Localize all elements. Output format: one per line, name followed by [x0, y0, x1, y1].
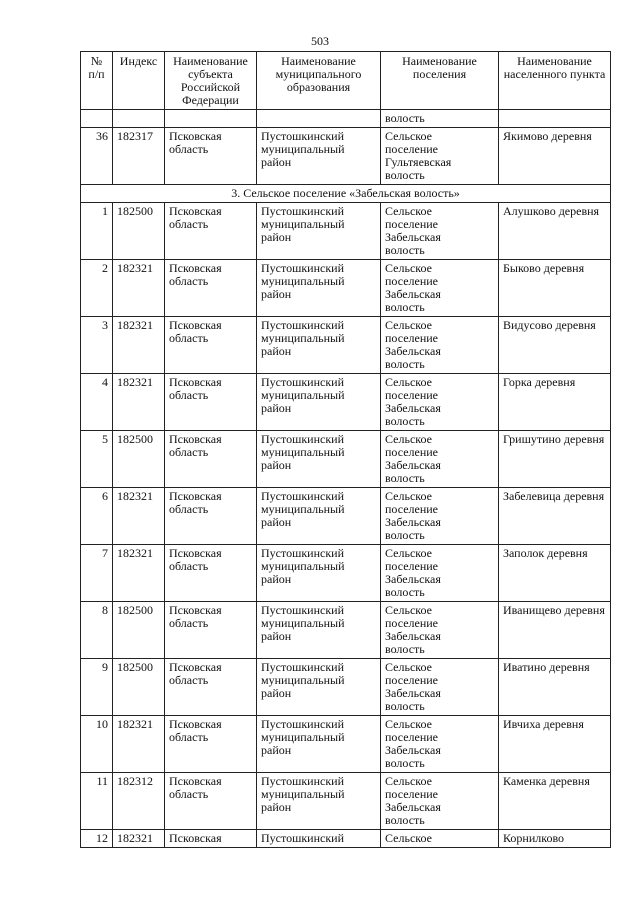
cell-index: 182500	[113, 203, 165, 260]
settlement-line: Забельская	[385, 344, 441, 358]
settlement-line: поселение	[385, 142, 439, 156]
cell-municipal: Пустошкинский муниципальный район	[257, 545, 381, 602]
header-municipal: Наименование муниципального образования	[257, 52, 381, 110]
cell-settlement	[381, 545, 499, 602]
settlement-line: Сельское	[385, 318, 432, 332]
settlement-line: Забельская	[385, 743, 441, 757]
continuation-row	[81, 110, 611, 128]
cell-subject: Псковская область	[165, 431, 257, 488]
settlement-line: поселение	[385, 502, 439, 516]
settlement-line: поселение	[385, 673, 439, 687]
cell-index: 182317	[113, 128, 165, 185]
settlement-line: поселение	[385, 388, 439, 402]
settlements-table	[80, 51, 611, 848]
settlement-line: Забельская	[385, 515, 441, 529]
cell-municipal: Пустошкинский муниципальный район	[257, 203, 381, 260]
settlement-line: волость	[385, 300, 425, 314]
continuation-cell: волость	[381, 110, 499, 128]
table-row	[81, 128, 611, 185]
table-row	[81, 545, 611, 602]
cell-settlement	[381, 374, 499, 431]
cell-locality: Иватино деревня	[499, 659, 611, 716]
cell-municipal: Пустошкинский муниципальный район	[257, 431, 381, 488]
table-row	[81, 317, 611, 374]
cell-settlement	[381, 317, 499, 374]
settlement-line: Сельское	[385, 774, 432, 788]
cell-index: 182321	[113, 317, 165, 374]
cell-locality: Забелевица деревня	[499, 488, 611, 545]
cell-municipal: Пустошкинский	[257, 830, 381, 848]
settlement-line: Забельская	[385, 572, 441, 586]
table-row	[81, 203, 611, 260]
settlement-line: Сельское	[385, 546, 432, 560]
cell-settlement	[381, 488, 499, 545]
settlement-line: волость	[385, 642, 425, 656]
header-num: № п/п	[81, 52, 113, 110]
cell-subject: Псковская область	[165, 128, 257, 185]
cell-num: 4	[81, 374, 113, 431]
settlement-line: Забельская	[385, 401, 441, 415]
table-row	[81, 431, 611, 488]
cell-num: 11	[81, 773, 113, 830]
header-index: Индекс	[113, 52, 165, 110]
settlement-line: Сельское	[385, 261, 432, 275]
settlement-line: поселение	[385, 559, 439, 573]
cell-num: 5	[81, 431, 113, 488]
cell-locality: Быково деревня	[499, 260, 611, 317]
cell-subject: Псковская область	[165, 374, 257, 431]
cell-municipal: Пустошкинский муниципальный район	[257, 260, 381, 317]
settlement-line: поселение	[385, 787, 439, 801]
cell-locality: Иванищево деревня	[499, 602, 611, 659]
cell-index: 182321	[113, 488, 165, 545]
settlement-line: волость	[385, 414, 425, 428]
settlement-line: волость	[385, 813, 425, 827]
cell-settlement	[381, 260, 499, 317]
settlement-line: Сельское	[385, 717, 432, 731]
header-locality: Наименование населенного пункта	[499, 52, 611, 110]
table-row	[81, 488, 611, 545]
cell-num: 9	[81, 659, 113, 716]
settlement-line: волость	[385, 357, 425, 371]
settlement-line: волость	[385, 243, 425, 257]
settlement-line: поселение	[385, 217, 439, 231]
cell-index: 182312	[113, 773, 165, 830]
cell-municipal: Пустошкинский муниципальный район	[257, 488, 381, 545]
table-row	[81, 773, 611, 830]
settlement-line: волость	[385, 585, 425, 599]
cell-subject: Псковская область	[165, 545, 257, 602]
cell-municipal: Пустошкинский муниципальный район	[257, 128, 381, 185]
cell-num: 8	[81, 602, 113, 659]
table-row	[81, 716, 611, 773]
settlement-line: Сельское	[385, 129, 432, 143]
cell-subject: Псковская область	[165, 488, 257, 545]
settlement-line: поселение	[385, 730, 439, 744]
cell-subject: Псковская область	[165, 260, 257, 317]
table-header-row	[81, 52, 611, 110]
settlement-line: волость	[385, 528, 425, 542]
cell-index: 182500	[113, 602, 165, 659]
settlement-line: поселение	[385, 274, 439, 288]
cell-settlement	[381, 203, 499, 260]
settlement-line: волость	[385, 699, 425, 713]
cell-municipal: Пустошкинский муниципальный район	[257, 317, 381, 374]
settlement-line: Сельское	[385, 603, 432, 617]
cell-municipal: Пустошкинский муниципальный район	[257, 602, 381, 659]
cell-num: 1	[81, 203, 113, 260]
cell-locality: Горка деревня	[499, 374, 611, 431]
cell-num: 36	[81, 128, 113, 185]
cell-settlement	[381, 128, 499, 185]
settlement-line: поселение	[385, 445, 439, 459]
cell-subject: Псковская область	[165, 317, 257, 374]
cell-subject: Псковская область	[165, 716, 257, 773]
cell-num: 2	[81, 260, 113, 317]
table-row	[81, 830, 611, 848]
section-row	[81, 185, 611, 203]
settlement-line: Сельское	[385, 432, 432, 446]
settlement-line: Забельская	[385, 629, 441, 643]
cell-num: 12	[81, 830, 113, 848]
cell-subject: Псковская область	[165, 773, 257, 830]
cell-index: 182321	[113, 374, 165, 431]
table-row	[81, 374, 611, 431]
cell-index: 182321	[113, 545, 165, 602]
cell-settlement	[381, 659, 499, 716]
cell-num: 6	[81, 488, 113, 545]
section-title: 3. Сельское поселение «Забельская волость»	[81, 185, 611, 203]
cell-locality: Каменка деревня	[499, 773, 611, 830]
cell-locality: Заполок деревня	[499, 545, 611, 602]
settlement-line: волость	[385, 471, 425, 485]
cell-index: 182500	[113, 659, 165, 716]
header-settlement: Наименование поселения	[381, 52, 499, 110]
cell-subject: Псковская область	[165, 203, 257, 260]
settlement-line: Сельское	[385, 489, 432, 503]
settlement-line: Забельская	[385, 458, 441, 472]
cell-locality: Ивчиха деревня	[499, 716, 611, 773]
header-subject: Наименование субъекта Российской Федерации	[165, 52, 257, 110]
cell-locality: Видусово деревня	[499, 317, 611, 374]
page-number: 503	[311, 34, 329, 48]
cell-settlement	[381, 431, 499, 488]
cell-num: 10	[81, 716, 113, 773]
cell-locality: Алушково деревня	[499, 203, 611, 260]
cell-municipal: Пустошкинский муниципальный район	[257, 659, 381, 716]
settlement-line: Забельская	[385, 800, 441, 814]
cell-num: 7	[81, 545, 113, 602]
settlement-line: поселение	[385, 331, 439, 345]
cell-locality: Корнилково	[499, 830, 611, 848]
cell-settlement	[381, 773, 499, 830]
settlement-line: волость	[385, 168, 425, 182]
settlement-line: Сельское	[385, 660, 432, 674]
settlement-line: поселение	[385, 616, 439, 630]
cell-locality: Якимово деревня	[499, 128, 611, 185]
cell-municipal: Пустошкинский муниципальный район	[257, 374, 381, 431]
settlement-line: Сельское	[385, 375, 432, 389]
settlement-line: Забельская	[385, 230, 441, 244]
settlement-line: Забельская	[385, 287, 441, 301]
settlement-line: Забельская	[385, 686, 441, 700]
table-row	[81, 602, 611, 659]
cell-index: 182321	[113, 260, 165, 317]
cell-municipal: Пустошкинский муниципальный район	[257, 716, 381, 773]
cell-subject: Псковская область	[165, 659, 257, 716]
cell-settlement: Сельское	[381, 830, 499, 848]
settlement-line: Сельское	[385, 204, 432, 218]
cell-subject: Псковская область	[165, 602, 257, 659]
cell-index: 182500	[113, 431, 165, 488]
cell-subject: Псковская	[165, 830, 257, 848]
cell-municipal: Пустошкинский муниципальный район	[257, 773, 381, 830]
cell-locality: Гришутино деревня	[499, 431, 611, 488]
cell-settlement	[381, 716, 499, 773]
cell-settlement	[381, 602, 499, 659]
table-row	[81, 659, 611, 716]
table-row	[81, 260, 611, 317]
settlement-line: Гультяевская	[385, 155, 452, 169]
cell-num: 3	[81, 317, 113, 374]
settlement-line: волость	[385, 756, 425, 770]
cell-index: 182321	[113, 716, 165, 773]
cell-index: 182321	[113, 830, 165, 848]
